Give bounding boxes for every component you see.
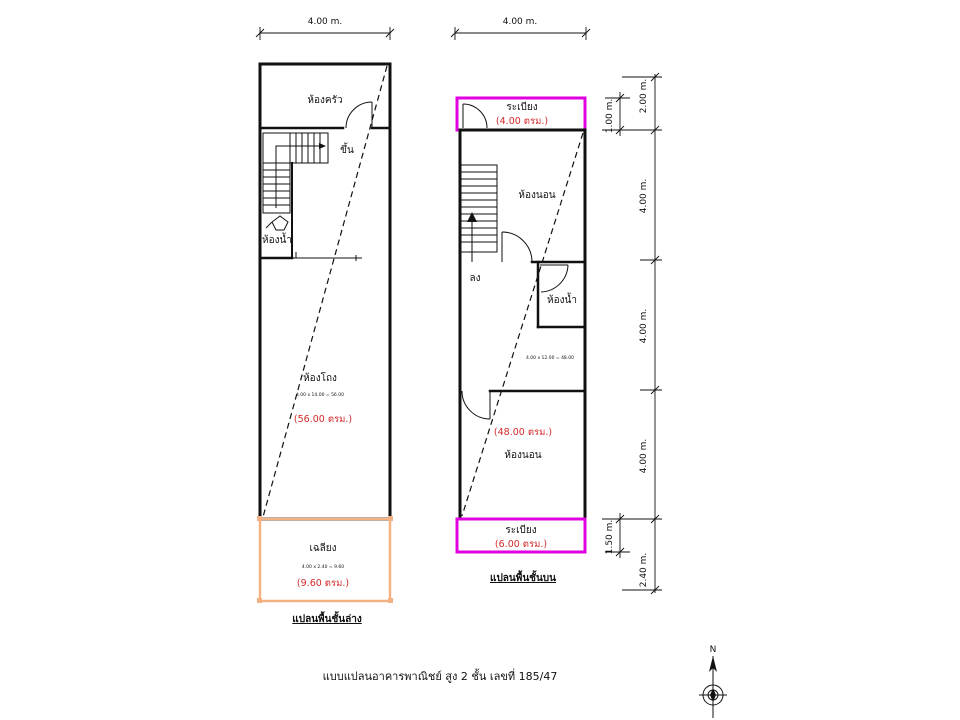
upper-width-label: 4.00 m. [502, 17, 538, 27]
front-balcony-area: (4.00 ตรม.) [495, 116, 549, 127]
segment-3-label: 4.00 m. [639, 438, 649, 474]
upper-bathroom-door [540, 265, 568, 292]
side-dimensions [602, 73, 662, 594]
front-balcony-door [463, 104, 487, 128]
stair-down-label: ลง [469, 273, 481, 284]
front-balcony-inner-label: 1.00 m. [605, 98, 615, 134]
upper-width-dimension [451, 17, 590, 40]
north-arrow-icon [699, 645, 727, 718]
segment-1-label: 4.00 m. [639, 178, 649, 214]
porch-outline [257, 516, 393, 603]
segment-2-label: 4.00 m. [639, 308, 649, 344]
front-bedroom-label: ห้องนอน [518, 190, 556, 201]
hall-label: ห้องโถง [303, 373, 337, 384]
rear-bedroom-door [462, 391, 490, 419]
upper-bathroom-label: ห้องน้ำ [547, 295, 577, 306]
porch-calculation: 4.00 x 2.40 = 9.60 [301, 565, 345, 570]
ground-stairs [263, 133, 328, 213]
ground-floor-plan [256, 17, 394, 625]
porch-label: เฉลียง [309, 543, 337, 554]
stair-up-label: ขึ้น [340, 145, 354, 156]
upper-floor-area: (48.00 ตรม.) [493, 427, 553, 438]
front-bedroom-door [502, 232, 532, 262]
rear-balcony-area: (6.00 ตรม.) [494, 539, 548, 550]
front-balcony-depth-label: 2.00 m. [639, 78, 649, 114]
hall-area: (56.00 ตรม.) [293, 414, 353, 425]
kitchen-label: ห้องครัว [307, 95, 343, 106]
kitchen-door [346, 102, 372, 128]
upper-floor-title: แปลนพื้นชั้นบน [490, 573, 556, 584]
stair-down-arrow [467, 212, 477, 262]
plan-caption: แบบแปลนอาคารพาณิชย์ สูง 2 ชั้น เลขที่ 185/47 [322, 670, 558, 683]
porch-area: (9.60 ตรม.) [296, 578, 350, 589]
rear-bedroom-label: ห้องนอน [504, 450, 542, 461]
upper-stairs [460, 165, 497, 252]
rear-balcony-label: ระเบียง [505, 525, 537, 536]
front-balcony-label: ระเบียง [506, 102, 538, 113]
ground-width-label: 4.00 m. [307, 17, 343, 27]
north-label: N [709, 645, 717, 655]
ground-bathroom-fixture [266, 216, 288, 230]
upper-floor-plan [451, 17, 590, 584]
rear-balcony-inner-label: 1.50 m. [605, 519, 615, 555]
upper-floor-calculation: 4.00 x 12.00 = 48.00 [526, 356, 574, 361]
ground-floor-title: แปลนพื้นชั้นล่าง [292, 614, 362, 625]
rear-balcony-depth-label: 2.40 m. [639, 552, 649, 588]
ground-diagonal-line [263, 66, 387, 517]
hall-calculation: 4.00 x 14.00 = 56.00 [296, 393, 344, 398]
ground-width-dimension [256, 17, 394, 40]
ground-bathroom-label: ห้องน้ำ [262, 235, 292, 246]
